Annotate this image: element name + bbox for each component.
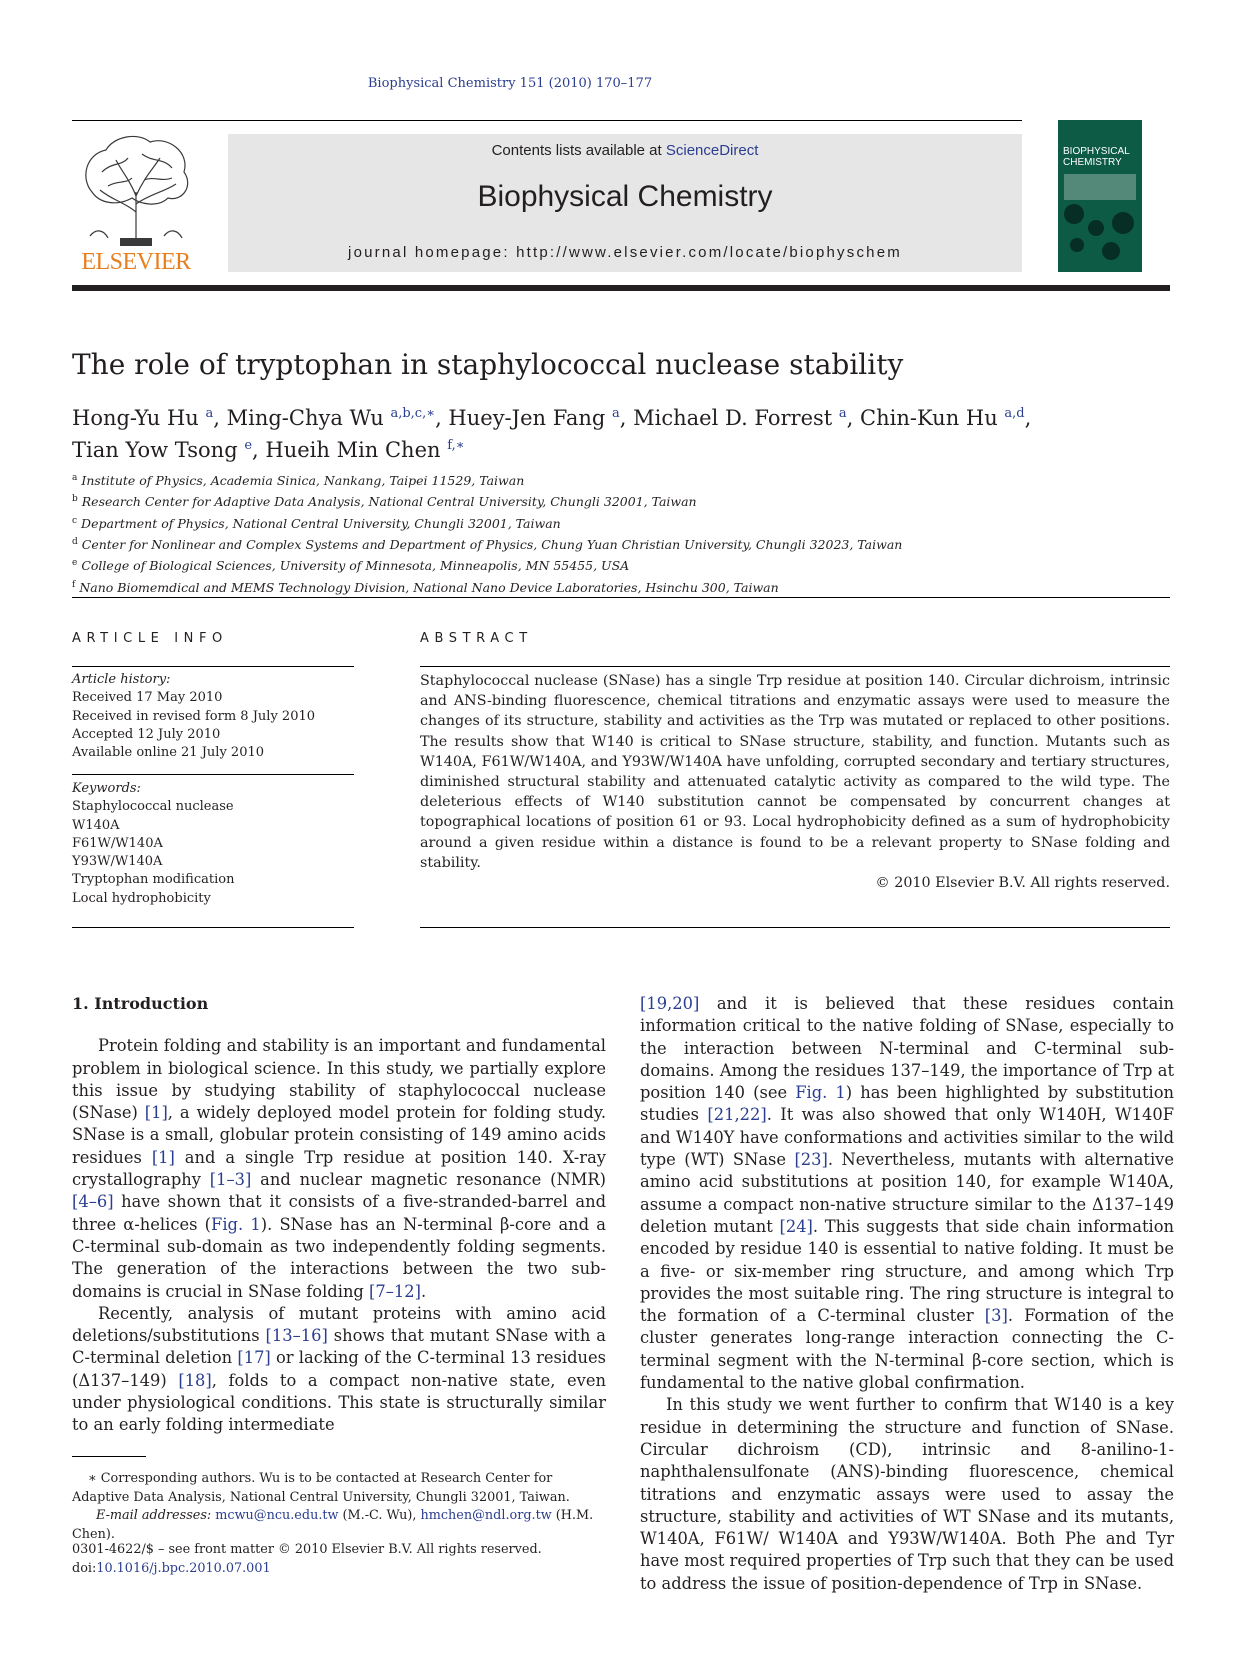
affiliation	[72, 554, 902, 575]
affiliation-mark: a	[72, 473, 78, 483]
keyword-item: Local hydrophobicity	[72, 890, 211, 906]
doi-link[interactable]: 10.1016/j.bpc.2010.07.001	[96, 1560, 271, 1576]
history-items	[72, 689, 315, 762]
reference-link[interactable]: [3]	[984, 1306, 1008, 1326]
reference-link[interactable]: [23]	[794, 1150, 828, 1170]
journal-name: Biophysical Chemistry	[477, 180, 773, 213]
email-link-wu[interactable]: mcwu@ncu.edu.tw	[215, 1508, 339, 1523]
affiliation	[72, 490, 902, 511]
paragraph-text: ). SNase has an N-terminal β-core and a C-terminal sub-domain as two independently folding segments. The generation of the interactions between the two sub-domains is crucial in SNase folding	[72, 1214, 606, 1301]
journal-cover-thumbnail[interactable]	[1058, 120, 1142, 272]
paragraph-text: or lacking of the C-terminal 13 residues (Δ137–149)	[72, 1348, 606, 1390]
keyword-item: F61W/W140A	[72, 835, 163, 851]
cover-panel	[1064, 174, 1136, 200]
issn-line: 0301-4622/$ – see front matter © 2010 Elsevier B.V. All rights reserved.	[72, 1542, 542, 1557]
affiliation-text: Department of Physics, National Central University, Chungli 32001, Taiwan	[81, 515, 561, 531]
paragraph-text: Protein folding and stability is an important and fundamental problem in biological science. In this study, we partially explore this issue by studying stability of staphylococcal nuclease (SNase)	[72, 1036, 606, 1123]
author-affiliation-mark[interactable]: a,d	[1004, 406, 1025, 421]
affiliation-mark: e	[72, 558, 78, 569]
author-name: Hong-Yu Hu	[72, 406, 206, 430]
paragraph-text: and nuclear magnetic resonance (NMR)	[251, 1170, 606, 1190]
affiliation-mark: d	[72, 537, 78, 548]
author-affiliation-mark[interactable]: f,∗	[447, 438, 465, 453]
reference-link[interactable]: [18]	[178, 1370, 212, 1390]
reference-link[interactable]: [21,22]	[707, 1105, 767, 1125]
sciencedirect-link[interactable]: ScienceDirect	[665, 142, 759, 159]
journal-reference[interactable]: Biophysical Chemistry 151 (2010) 170–177	[367, 76, 653, 91]
paragraph-text: and it is believed that these residues contain information critical to the native folding of SNase, especially to the interaction between N-terminal and C-terminal sub-domains. Among the residues 137–149, the importance of Trp at position 140 (see	[640, 994, 1174, 1103]
paragraph-text: .	[420, 1281, 427, 1301]
doi-line: doi:10.1016/j.bpc.2010.07.001	[72, 1560, 271, 1576]
affiliation-text: Nano Biomemdical and MEMS Technology Division, National Nano Device Laboratories, Hsinchu 300, Taiwan	[79, 579, 779, 595]
author-name: Huey-Jen Fang	[448, 406, 613, 430]
contents-line: Contents lists available at ScienceDirect	[491, 142, 759, 159]
author-affiliation-mark[interactable]: a	[205, 406, 214, 421]
author-separator: ,	[252, 438, 266, 462]
article-info-rule	[72, 774, 354, 775]
intro-paragraph-1	[72, 1035, 606, 1303]
paragraph-text: . Nevertheless, mutants with alternative amino acid substitutions at position 140, for example W140A, assume a compact non-native structure similar to the Δ137–149 deletion mutant	[640, 1150, 1174, 1236]
affiliation	[72, 576, 902, 597]
author-affiliation-mark[interactable]: a	[838, 406, 847, 421]
reference-link[interactable]: [4–6]	[72, 1192, 114, 1212]
tree-icon	[72, 132, 200, 250]
author-name: Ming-Chya Wu	[226, 406, 391, 430]
footnote-rule	[72, 1456, 146, 1457]
paragraph-text: and a single Trp residue at position 140. X-ray crystallography	[72, 1147, 606, 1190]
paragraph-text: . This suggests that side chain information encoded by residue 140 is essential to native folding. It must be a five- or six-member ring structure, and among which Trp provides the most suitable ring. The ring structure is integral to the formation of a C-terminal cluster	[640, 1216, 1174, 1326]
affiliation-mark: f	[72, 579, 76, 590]
affiliation-text: Research Center for Adaptive Data Analysis, National Central University, Chungli 32001, Taiwan	[81, 494, 697, 510]
keywords	[72, 780, 234, 908]
author-name: Michael D. Forrest	[633, 406, 839, 430]
history-item: Received 17 May 2010	[72, 690, 223, 706]
author-separator: ,	[846, 406, 861, 430]
affiliation-text: Center for Nonlinear and Complex Systems and Department of Physics, Chung Yuan Christian University, Chungli 32023, Taiwan	[81, 537, 903, 553]
history-item: Received in revised form 8 July 2010	[72, 708, 316, 724]
intro-paragraph-2	[72, 1303, 606, 1437]
paragraph-text: . Formation of the cluster generates long-range interaction connecting the C-terminal segment with the N-terminal β-core section, which is fundamental to the native global confirmation.	[640, 1306, 1175, 1393]
author-separator: ,	[435, 406, 449, 430]
author-name: Hueih Min Chen	[265, 438, 448, 462]
keyword-items	[72, 798, 234, 908]
reference-link[interactable]: [1–3]	[209, 1170, 252, 1190]
affiliation-mark: c	[72, 515, 78, 526]
paragraph-text: In this study we went further to confirm that W140 is a key residue in determining the structure and function of SNase. Circular dichroism (CD), intrinsic and 8-anilino-1-naphthalensulfonate (ANS)-binding fluorescence, chemical titrations and enzymatic assays were used to assay the structure, stability and activities of WT SNase and its mutants, W140A, F61W/ W140A and Y93W/W140A. Both Phe and Tyr have most required properties of Trp such that they can be used to address the issue of position-dependence of Trp in SNase.	[640, 1395, 1174, 1593]
author-name: Chin-Kun Hu	[860, 406, 1005, 430]
reference-link[interactable]: [19,20]	[640, 994, 700, 1013]
article-info-rule	[72, 666, 354, 667]
affiliation-rule	[72, 597, 1170, 598]
paragraph-text: shows that mutant SNase with a C-terminal deletion	[72, 1326, 606, 1368]
email-link-chen[interactable]: hmchen@ndl.org.tw	[420, 1508, 552, 1523]
cover-title: BIOPHYSICAL CHEMISTRY	[1063, 146, 1130, 168]
header-heavy-rule	[72, 285, 1170, 291]
affiliation	[72, 533, 902, 554]
paragraph-text: ) has been highlighted by substitution studies	[640, 1083, 1175, 1125]
author-separator: ,	[213, 406, 227, 430]
introduction-heading: 1. Introduction	[72, 994, 209, 1013]
author-separator: ,	[619, 406, 634, 430]
article-title: The role of tryptophan in staphylococcal nuclease stability	[72, 348, 904, 381]
cover-dot	[1102, 242, 1120, 260]
front-matter	[72, 1541, 542, 1578]
abstract-rule	[420, 666, 1170, 667]
reference-link[interactable]: [1]	[151, 1147, 175, 1167]
body-column-left	[72, 993, 606, 1437]
corresponding-author-footnote	[72, 1470, 606, 1544]
elsevier-logo	[72, 132, 200, 276]
cover-dot	[1088, 220, 1104, 236]
paragraph-text: . It was also showed that only W140H, W140F and W140Y have conformations and activities similar to the wild type (WT) SNase	[640, 1105, 1174, 1170]
reference-link[interactable]: [13–16]	[265, 1326, 328, 1346]
abstract	[420, 671, 1170, 893]
paragraph-text: have shown that it consists of a five-stranded-barrel and three α-helices (	[72, 1192, 606, 1234]
cover-dot	[1064, 204, 1084, 224]
abstract-rule	[420, 927, 1170, 928]
reference-link[interactable]: [7–12]	[369, 1281, 421, 1301]
history-item: Accepted 12 July 2010	[72, 726, 221, 742]
affiliation-text: Institute of Physics, Academia Sinica, Nankang, Taipei 11529, Taiwan	[81, 473, 525, 489]
keyword-item: Y93W/W140A	[72, 854, 163, 870]
paragraph-text: Recently, analysis of mutant proteins with amino acid deletions/substitutions	[72, 1303, 606, 1346]
author-name: Tian Yow Tsong	[72, 438, 245, 462]
abstract-text: Staphylococcal nuclease (SNase) has a single Trp residue at position 140. Circular dichroism, intrinsic and ANS-binding fluorescence, chemical titrations and enzymatic assays were used to measure the changes of its structure, stability and activities as the Trp was mutated or replaced to other positions. The results show that W140 is critical to SNase structure, stability, and function. Mutants such as W140A, F61W/W140A, and Y93W/W140A have unfolding, corrupted secondary and tertiary structures, diminished structural stability and attenuated catalytic activity as compared to the wild type. The deleterious effects of W140 substitution cannot be compensated by concurrent changes at topographical locations of position 61 or 93. Local hydrophobicity defined as a sum of hydrophobicity around a given residue within a distance is found to be a relevant property to SNase folding and stability.	[420, 673, 1170, 871]
article-info-rule	[72, 927, 354, 928]
affiliation-list	[72, 469, 902, 597]
body-column-right	[640, 993, 1174, 1595]
author-affiliation-mark[interactable]: a,b,c,∗	[390, 406, 436, 421]
author-separator: ,	[1024, 406, 1032, 430]
reference-link[interactable]: [17]	[237, 1348, 271, 1368]
affiliation	[72, 512, 902, 533]
cover-dot	[1112, 212, 1134, 234]
article-info-heading: ARTICLE INFO	[72, 631, 228, 646]
intro-paragraph-3	[640, 1394, 1174, 1595]
history-item: Available online 21 July 2010	[72, 745, 265, 761]
author-list	[72, 400, 1031, 464]
reference-link[interactable]: [1]	[144, 1103, 168, 1123]
author-affiliation-mark[interactable]: e	[244, 438, 253, 453]
logo-wordmark: ELSEVIER	[81, 249, 191, 275]
abstract-copyright: © 2010 Elsevier B.V. All rights reserved.	[875, 875, 1170, 892]
affiliation	[72, 469, 902, 490]
reference-link[interactable]: Fig. 1	[211, 1214, 261, 1234]
journal-banner	[228, 134, 1022, 272]
cover-dot	[1070, 238, 1084, 252]
journal-homepage-link[interactable]: journal homepage: http://www.elsevier.com/locate/biophyschem	[348, 244, 902, 261]
abstract-heading: ABSTRACT	[420, 631, 533, 646]
paragraph-text: , folds to a compact non-native state, even under physiological conditions. This state is structurally similar to an early folding intermediate	[72, 1370, 606, 1435]
article-history	[72, 671, 315, 762]
reference-link[interactable]: Fig. 1	[795, 1083, 846, 1103]
keyword-item: Staphylococcal nuclease	[72, 799, 234, 815]
history-label: Article history:	[72, 672, 171, 687]
author-affiliation-mark[interactable]: a	[612, 406, 620, 421]
keyword-item: W140A	[72, 817, 120, 833]
intro-paragraph-2-cont	[640, 993, 1174, 1394]
keyword-item: Tryptophan modification	[72, 872, 235, 888]
top-rule	[72, 120, 1022, 121]
affiliation-mark: b	[72, 494, 78, 505]
footnote-emails: E-mail addresses: mcwu@ncu.edu.tw (M.-C. Wu), hmchen@ndl.org.tw (H.M. Chen).	[72, 1508, 594, 1542]
footnote-text: ∗ Corresponding authors. Wu is to be contacted at Research Center for Adaptive Data Analysis, National Central University, Chungli 32001, Taiwan.	[72, 1471, 570, 1505]
affiliation-text: College of Biological Sciences, University of Minnesota, Minneapolis, MN 55455, USA	[81, 558, 630, 574]
reference-link[interactable]: [24]	[779, 1216, 813, 1236]
keywords-label: Keywords:	[72, 781, 141, 796]
paragraph-text: , a widely deployed model protein for folding study. SNase is a small, globular protein consisting of 149 amino acids residues	[72, 1103, 607, 1167]
